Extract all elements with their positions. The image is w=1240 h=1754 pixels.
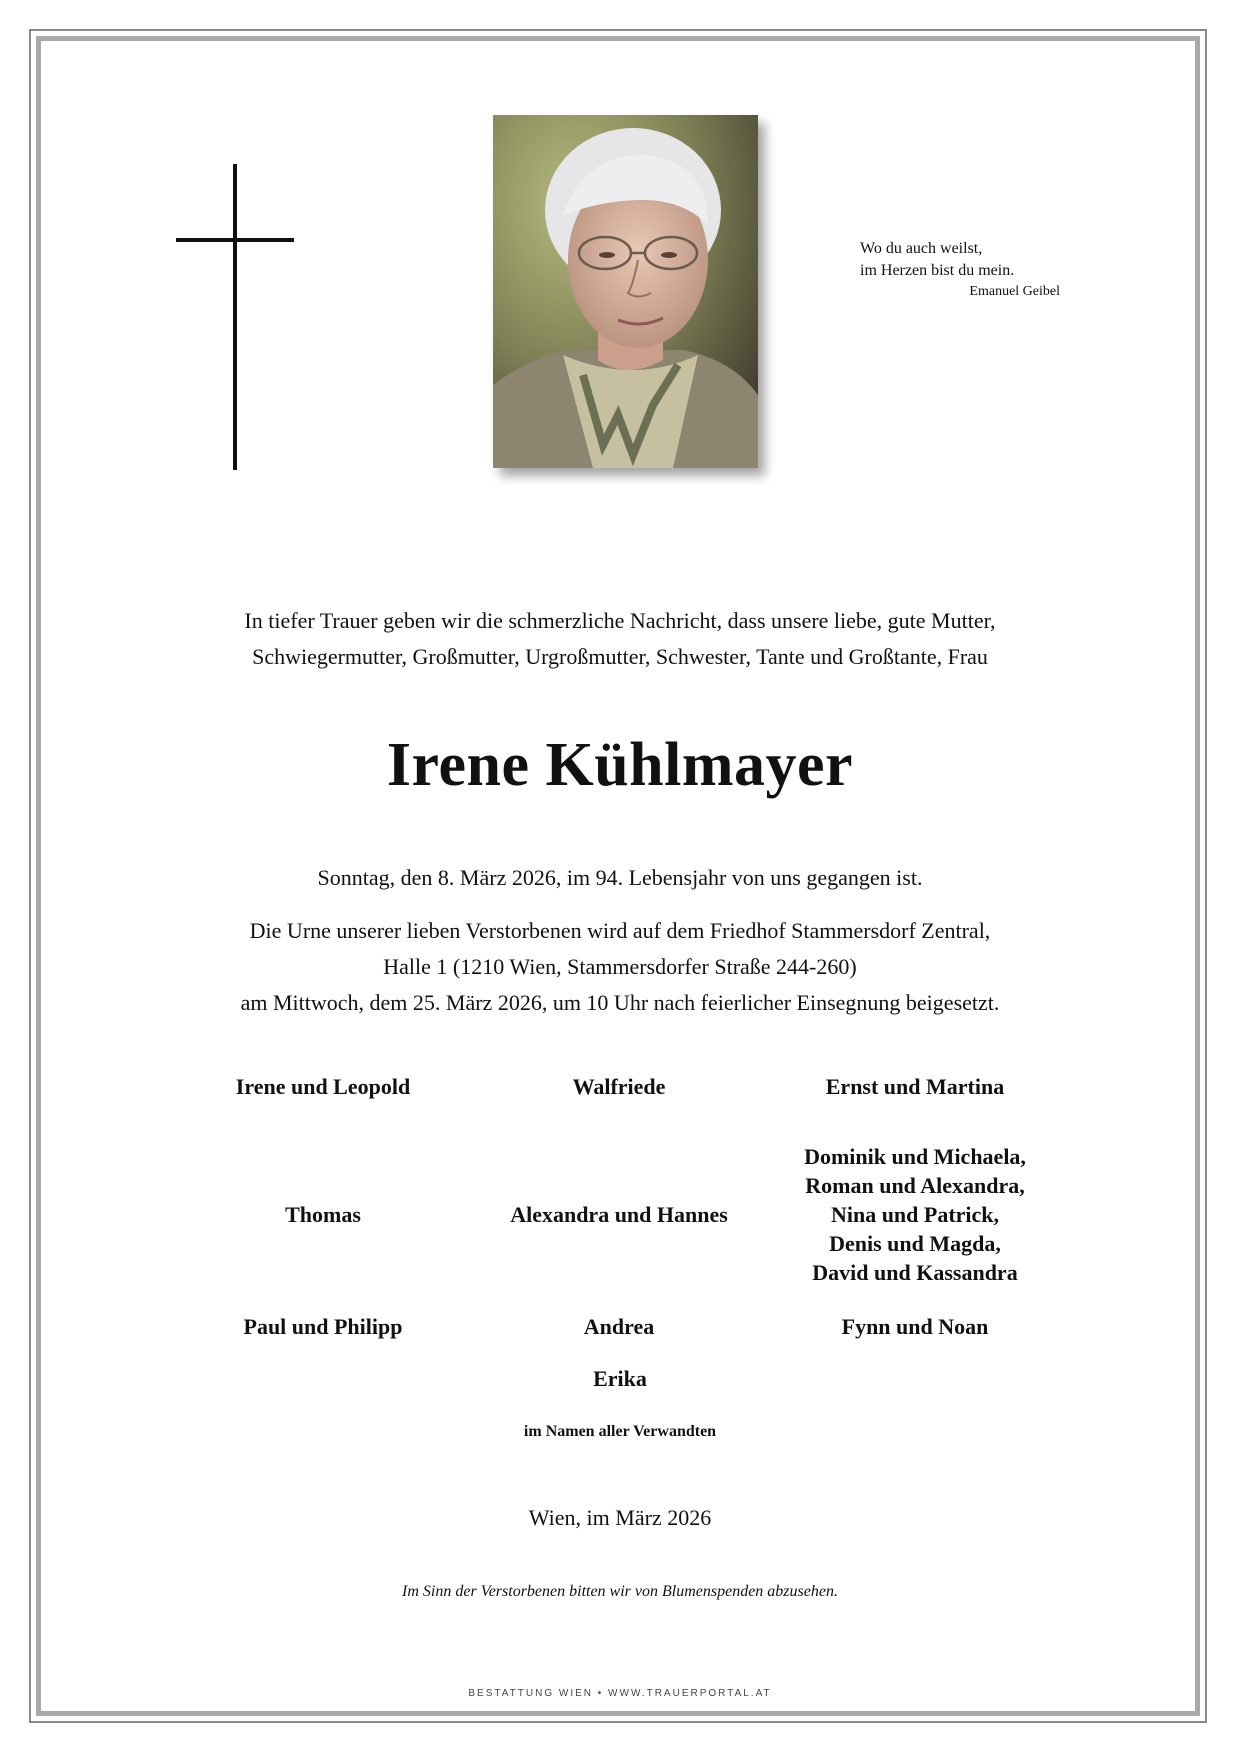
mourner-name: Paul und Philipp [243,1313,403,1339]
mourner-name: David und Kassandra [812,1259,1018,1285]
burial-info [60,913,1180,1021]
death-date-line: Sonntag, den 8. März 2026, im 94. Lebensjahr von uns gegangen ist. [317,865,923,890]
burial-line-3: am Mittwoch, dem 25. März 2026, um 10 Uhr nach feierlicher Einsegnung beigesetzt. [240,990,1000,1015]
mourner-name: Andrea [583,1313,655,1339]
quote-author: Emanuel Geibel [969,284,1060,299]
mourners-row-3 [175,1306,1065,1346]
burial-line-1: Die Urne unserer lieben Verstorbenen wird auf dem Friedhof Stammersdorf Zentral, [249,918,991,943]
mourner-name: Alexandra und Hannes [510,1201,728,1227]
mourner-name: Denis und Magda, [829,1230,1001,1256]
deceased-name: Irene Kühlmayer [386,731,854,799]
quote-line-2: im Herzen bist du mein. [860,262,1015,279]
intro-line-1: In tiefer Trauer geben wir die schmerzliche Nachricht, dass unsere liebe, gute Mutter, [244,608,996,633]
mourners-row-1 [175,1066,1065,1106]
flowers-note: Im Sinn der Verstorbenen bitten wir von Blumenspenden abzusehen. [402,1583,838,1600]
mourner-name: Ernst und Martina [825,1073,1005,1099]
mourners-row-2 [175,1140,1065,1288]
intro-line-2: Schwiegermutter, Großmutter, Urgroßmutter, Schwester, Tante und Großtante, Frau [252,644,988,669]
mourner-name: Irene und Leopold [235,1073,411,1099]
mourner-name: Erika [593,1366,647,1391]
quote-line-1: Wo du auch weilst, [860,240,983,257]
mourner-name: Walfriede [572,1073,666,1099]
relatives-note: im Namen aller Verwandten [523,1423,717,1440]
mourner-name: Dominik und Michaela, [804,1143,1026,1169]
mourner-group [767,1142,1063,1287]
poem-quote [860,238,1060,302]
mourner-name: Fynn und Noan [841,1313,989,1339]
mourner-name: Thomas [285,1201,361,1227]
portrait-photo [493,115,758,468]
mourner-name: Nina und Patrick, [830,1201,1000,1227]
place-date: Wien, im März 2026 [528,1505,712,1530]
mourner-name: Roman und Alexandra, [805,1172,1025,1198]
footer-credit: BESTATTUNG WIEN • WWW.TRAUERPORTAL.AT [468,1688,772,1699]
mourners-list [175,1066,1065,1443]
intro-text [60,603,1180,675]
burial-line-2: Halle 1 (1210 Wien, Stammersdorfer Straße 244-260) [383,954,857,979]
